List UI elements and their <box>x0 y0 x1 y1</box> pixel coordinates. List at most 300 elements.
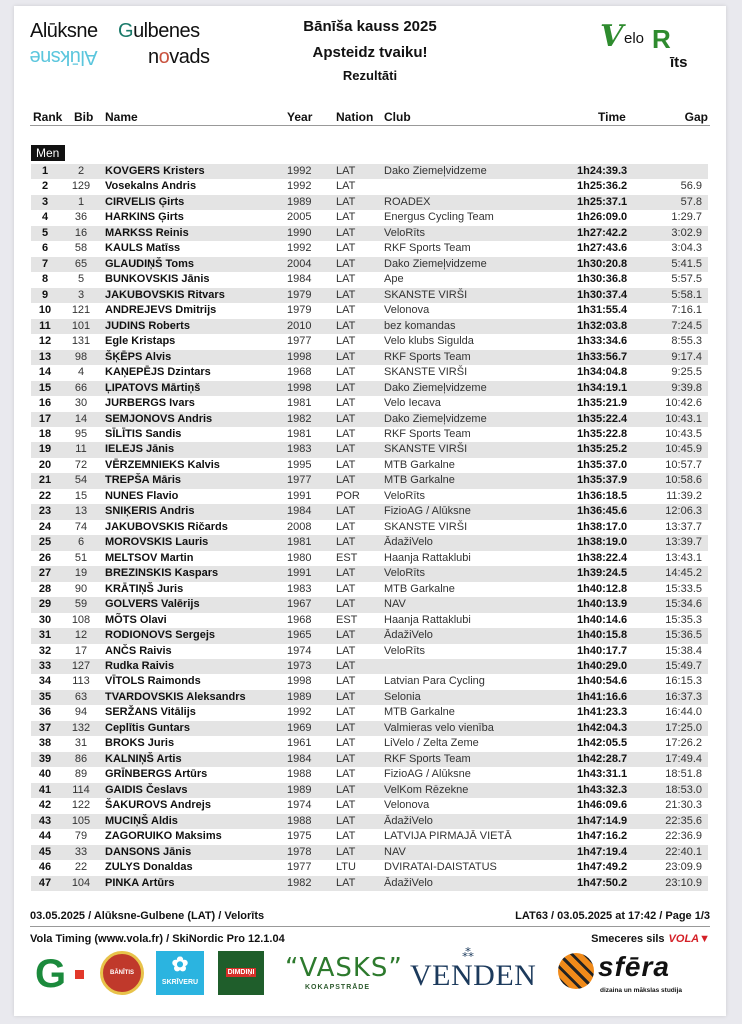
cell-bib: 54 <box>74 474 88 487</box>
cell-rank: 1 <box>41 165 49 177</box>
cell-bib: 17 <box>74 644 88 657</box>
cell-year: 1975 <box>287 830 312 843</box>
cell-year: 1998 <box>287 381 312 394</box>
cell-club: Velonova <box>384 304 430 317</box>
table-row <box>31 458 708 473</box>
cell-bib: 90 <box>74 582 88 595</box>
cell-name: JAKUBOVSKIS Ritvars <box>105 288 225 301</box>
cell-rank: 2 <box>41 180 49 193</box>
cell-nation: LAT <box>336 350 356 363</box>
table-row <box>31 350 708 365</box>
cell-bib: 121 <box>71 304 91 317</box>
cell-gap: 14:45.2 <box>665 567 702 580</box>
cell-gap: 5:41.5 <box>671 257 702 270</box>
cell-year: 1981 <box>287 397 312 410</box>
cell-bib: 51 <box>74 551 88 564</box>
cell-gap: 15:36.5 <box>665 629 702 642</box>
cell-nation: LAT <box>336 737 356 750</box>
cell-bib: 4 <box>77 366 85 379</box>
cell-year: 1982 <box>287 412 312 425</box>
cell-rank: 10 <box>38 304 52 317</box>
cell-club: MTB Garkalne <box>384 458 455 471</box>
cell-year: 1973 <box>287 660 312 672</box>
footer-event-info: 03.05.2025 / Alūksne-Gulbene (LAT) / Velorīts <box>30 910 265 922</box>
cell-nation: LAT <box>336 381 356 394</box>
g-logo-letter: G <box>35 952 67 996</box>
cell-rank: 21 <box>38 474 52 487</box>
cell-year: 1991 <box>287 489 312 502</box>
cell-name: NUNES Flavio <box>105 489 179 502</box>
cell-name: KAŅEPĒJS Dzintars <box>105 366 211 379</box>
cell-nation: LAT <box>336 520 356 533</box>
cell-year: 1995 <box>287 458 312 471</box>
vola-logo: VOLA▼ <box>668 933 710 945</box>
cell-club: Valmieras velo vienība <box>384 721 494 734</box>
cell-rank: 32 <box>38 644 52 657</box>
cell-gap: 57.8 <box>680 195 702 208</box>
cell-nation: LAT <box>336 505 356 518</box>
cell-rank: 8 <box>41 273 49 286</box>
cell-bib: 66 <box>74 381 88 394</box>
cell-name: Vosekalns Andris <box>105 180 197 193</box>
cell-time: 1h27:43.6 <box>577 242 628 255</box>
cell-name: KOVGERS Kristers <box>105 165 205 177</box>
cell-name: CIRVELIS Ģirts <box>105 195 185 208</box>
cell-nation: EST <box>336 551 358 564</box>
cell-gap: 10:45.9 <box>665 443 702 456</box>
cell-name: ŠAKUROVS Andrejs <box>105 799 211 812</box>
fountain-icon: ⁂ <box>462 946 475 960</box>
table-row <box>31 876 708 891</box>
cell-gap: 16:44.0 <box>665 706 702 719</box>
vasks-text: “VASKS” <box>285 953 403 983</box>
cell-name: SNIĶERIS Andris <box>105 505 195 518</box>
cell-time: 1h33:56.7 <box>577 350 628 363</box>
logo-elo: elo <box>624 30 645 47</box>
dimdini-text: DIMDIŅI <box>227 969 255 976</box>
cell-rank: 5 <box>41 226 49 239</box>
title-block <box>240 18 500 83</box>
cell-year: 1968 <box>287 613 312 626</box>
cell-bib: 113 <box>72 675 90 688</box>
cell-gap: 23:10.9 <box>665 876 702 889</box>
cell-gap: 13:43.1 <box>665 551 702 564</box>
col-nation: Nation <box>336 110 374 124</box>
table-row <box>31 535 708 550</box>
cell-year: 1979 <box>287 304 312 317</box>
table-row <box>31 829 708 844</box>
cell-year: 1984 <box>287 505 312 518</box>
cell-nation: LAT <box>336 288 356 301</box>
cell-bib: 14 <box>74 412 88 425</box>
table-row <box>31 226 708 241</box>
cell-bib: 101 <box>71 319 91 332</box>
cell-time: 1h47:19.4 <box>577 845 628 858</box>
cell-club: SKANSTE VIRŠI <box>384 288 468 301</box>
table-row <box>31 721 708 736</box>
cell-nation: LTU <box>336 861 356 874</box>
cell-time: 1h47:50.2 <box>577 876 628 889</box>
cell-nation: LAT <box>336 629 356 642</box>
cell-name: DANSONS Jānis <box>105 845 192 858</box>
cell-name: BUNKOVSKIS Jānis <box>105 273 210 286</box>
cell-rank: 33 <box>38 660 52 672</box>
cell-club: MTB Garkalne <box>384 706 455 719</box>
cell-bib: 131 <box>71 335 91 348</box>
cell-bib: 6 <box>77 536 85 549</box>
cell-gap: 10:58.6 <box>665 474 702 487</box>
cell-nation: LAT <box>336 366 356 379</box>
cell-year: 1992 <box>287 242 312 255</box>
cell-year: 2005 <box>287 211 312 224</box>
cell-name: JAKUBOVSKIS Ričards <box>105 520 228 533</box>
cell-nation: LAT <box>336 690 356 703</box>
cell-time: 1h30:36.8 <box>577 273 628 286</box>
cell-name: VĪTOLS Raimonds <box>105 675 201 688</box>
cell-rank: 30 <box>38 613 52 626</box>
table-row <box>31 427 708 442</box>
cell-time: 1h41:23.3 <box>577 706 628 719</box>
cell-name: IELEJS Jānis <box>105 443 175 456</box>
cell-club: ĀdažiVelo <box>384 814 433 827</box>
cell-club: ĀdažiVelo <box>384 629 433 642</box>
cell-year: 1984 <box>287 273 312 286</box>
cell-club: NAV <box>384 598 406 611</box>
table-row <box>31 257 708 272</box>
cell-bib: 12 <box>74 629 88 642</box>
cell-nation: LAT <box>336 814 356 827</box>
cell-gap: 23:09.9 <box>665 861 702 874</box>
cell-year: 1991 <box>287 567 312 580</box>
cell-time: 1h30:37.4 <box>577 288 628 301</box>
col-club: Club <box>384 110 411 124</box>
cell-nation: LAT <box>336 644 356 657</box>
cell-year: 1992 <box>287 706 312 719</box>
timing-software: Vola Timing (www.vola.fr) / SkiNordic Pro 12.1.04 <box>30 933 285 945</box>
logo-v: V <box>600 19 624 54</box>
cell-time: 1h35:37.0 <box>577 458 628 471</box>
cell-year: 1980 <box>287 551 312 564</box>
cell-rank: 22 <box>38 489 52 502</box>
cell-time: 1h38:17.0 <box>577 520 628 533</box>
cell-rank: 19 <box>38 443 52 456</box>
cell-bib: 86 <box>74 752 88 765</box>
cell-club: RKF Sports Team <box>384 242 471 255</box>
cell-gap: 22:35.6 <box>665 814 702 827</box>
cell-time: 1h25:37.1 <box>577 195 628 208</box>
cell-name: KRĀTIŅŠ Juris <box>105 582 184 595</box>
cell-year: 1979 <box>287 288 312 301</box>
col-year: Year <box>287 110 313 124</box>
cell-year: 1977 <box>287 861 312 874</box>
cell-nation: LAT <box>336 180 356 193</box>
cell-nation: LAT <box>336 783 356 796</box>
cell-year: 1974 <box>287 799 312 812</box>
table-row <box>31 303 708 318</box>
cell-rank: 28 <box>38 582 52 595</box>
cell-name: GAIDIS Česlavs <box>105 783 188 796</box>
cell-nation: LAT <box>336 427 356 440</box>
cell-gap: 17:25.0 <box>665 721 702 734</box>
cell-name: GOLVERS Valērijs <box>105 598 200 611</box>
table-row <box>31 798 708 813</box>
cell-name: Rudka Raivis <box>105 660 175 672</box>
cell-time: 1h43:32.3 <box>577 783 628 796</box>
cell-bib: 74 <box>74 520 88 533</box>
cell-name: Egle Kristaps <box>105 335 176 348</box>
cell-year: 1978 <box>287 845 312 858</box>
cell-nation: LAT <box>336 660 356 672</box>
cell-club: Dako Ziemeļvidzeme <box>384 165 487 177</box>
cell-gap: 13:37.7 <box>665 520 702 533</box>
cell-rank: 11 <box>39 319 51 332</box>
table-row <box>31 705 708 720</box>
cell-club: ROADEX <box>384 195 431 208</box>
cell-nation: LAT <box>336 876 356 889</box>
cell-club: Velonova <box>384 799 430 812</box>
cell-rank: 16 <box>38 397 52 410</box>
cell-name: ZAGORUIKO Maksims <box>105 830 222 843</box>
cell-rank: 14 <box>38 366 52 379</box>
col-name: Name <box>105 110 138 124</box>
cell-year: 1981 <box>287 536 312 549</box>
cell-rank: 13 <box>38 350 52 363</box>
cell-name: ANDREJEVS Dmitrijs <box>105 304 217 317</box>
cell-nation: LAT <box>336 412 356 425</box>
logo-r: R <box>652 24 671 54</box>
cell-time: 1h43:31.1 <box>577 768 628 781</box>
cell-time: 1h42:28.7 <box>577 752 628 765</box>
cell-club: SKANSTE VIRŠI <box>384 443 468 456</box>
results-heading: Rezultāti <box>342 68 398 83</box>
cell-name: BROKS Juris <box>105 737 175 750</box>
cell-rank: 29 <box>38 598 52 611</box>
velorits-logo <box>600 20 700 75</box>
cell-club: SKANSTE VIRŠI <box>384 520 468 533</box>
cell-time: 1h26:09.0 <box>577 211 628 224</box>
col-bib: Bib <box>74 110 94 124</box>
cell-year: 1989 <box>287 783 312 796</box>
sponsor-g-logo <box>35 952 66 996</box>
cell-gap: 15:35.3 <box>665 613 702 626</box>
cell-gap: 56.9 <box>680 180 702 193</box>
cell-club: Energus Cycling Team <box>384 211 494 224</box>
cell-bib: 104 <box>71 876 91 889</box>
cell-club: MTB Garkalne <box>384 474 455 487</box>
cell-bib: 95 <box>74 427 88 440</box>
cell-time: 1h27:42.2 <box>577 226 628 239</box>
cell-time: 1h36:45.6 <box>577 505 628 518</box>
cell-name: MÕTS Olavi <box>105 613 167 626</box>
cell-club: Velo Iecava <box>384 397 441 410</box>
cell-gap: 9:17.4 <box>671 350 702 363</box>
cell-club: Selonia <box>384 690 421 703</box>
cell-name: RODIONOVS Sergejs <box>105 629 216 642</box>
cell-bib: 58 <box>74 242 88 255</box>
cell-time: 1h40:29.0 <box>577 660 628 672</box>
table-row <box>31 334 708 349</box>
cell-rank: 41 <box>38 783 52 796</box>
cell-bib: 89 <box>74 768 88 781</box>
cell-club: NAV <box>384 845 406 858</box>
cell-year: 1998 <box>287 675 312 688</box>
cell-time: 1h35:21.9 <box>577 397 628 410</box>
cell-time: 1h47:14.9 <box>577 814 628 827</box>
cell-gap: 12:06.3 <box>665 505 702 518</box>
cell-rank: 47 <box>38 876 52 889</box>
cell-club: SKANSTE VIRŠI <box>384 366 468 379</box>
cell-rank: 9 <box>41 288 49 301</box>
cell-nation: POR <box>336 489 360 502</box>
venden-text: VENDEN <box>410 959 537 992</box>
cell-year: 1969 <box>287 721 312 734</box>
cell-club: Latvian Para Cycling <box>384 675 485 688</box>
logo-gulbenes-text <box>118 19 200 43</box>
header-divider <box>30 125 710 126</box>
cell-gap: 10:43.1 <box>665 412 702 425</box>
cell-time: 1h39:24.5 <box>577 567 628 580</box>
cell-year: 1981 <box>287 427 312 440</box>
cell-name: KAULS Matīss <box>105 242 181 255</box>
cell-year: 1984 <box>287 752 312 765</box>
cell-time: 1h47:49.2 <box>577 861 628 874</box>
cell-nation: LAT <box>336 830 356 843</box>
cell-time: 1h35:22.4 <box>577 412 628 425</box>
cell-year: 1992 <box>287 180 312 193</box>
cell-name: MARKSS Reinis <box>105 226 189 239</box>
cell-name: JUDINS Roberts <box>105 319 190 332</box>
cell-rank: 36 <box>38 706 52 719</box>
cell-time: 1h32:03.8 <box>577 319 628 332</box>
cell-club: ĀdažiVelo <box>384 876 433 889</box>
table-row <box>31 489 708 504</box>
cell-bib: 3 <box>77 288 85 301</box>
cell-gap: 11:39.2 <box>666 489 702 502</box>
cell-time: 1h35:37.9 <box>577 474 628 487</box>
cell-gap: 15:38.4 <box>665 644 702 657</box>
cell-bib: 63 <box>74 690 88 703</box>
cell-name: ANČS Raivis <box>105 644 172 657</box>
cell-bib: 114 <box>72 783 90 796</box>
cell-name: SERŽANS Vitālijs <box>105 706 196 719</box>
cell-club: Haanja Rattaklubi <box>384 613 471 626</box>
cell-gap: 8:55.3 <box>671 335 702 348</box>
results-table <box>31 164 708 891</box>
cell-gap: 22:40.1 <box>665 845 702 858</box>
cell-time: 1h38:22.4 <box>577 551 628 564</box>
sponsor-dimdini-logo <box>218 951 264 995</box>
cell-name: MOROVSKIS Lauris <box>105 536 209 549</box>
cell-rank: 44 <box>38 830 52 843</box>
cell-nation: LAT <box>336 582 356 595</box>
cell-club: Velo klubs Sigulda <box>384 335 474 348</box>
cell-name: ZULYS Donaldas <box>105 861 193 874</box>
cell-time: 1h42:05.5 <box>577 737 628 750</box>
cell-bib: 65 <box>74 257 88 270</box>
col-rank: Rank <box>33 110 63 124</box>
cell-nation: LAT <box>336 242 356 255</box>
cell-club: bez komandas <box>384 319 456 332</box>
cell-time: 1h35:25.2 <box>577 443 628 456</box>
logo-aluksne-mirror: Alūksne <box>30 46 98 68</box>
cell-year: 1989 <box>287 690 312 703</box>
cell-rank: 17 <box>38 412 52 425</box>
table-row <box>31 442 708 457</box>
cell-name: JURBERGS Ivars <box>105 397 195 410</box>
cell-rank: 43 <box>38 814 52 827</box>
cell-bib: 132 <box>71 721 91 734</box>
cell-time: 1h33:34.6 <box>577 335 628 348</box>
cell-nation: LAT <box>336 721 356 734</box>
cell-gap: 15:33.5 <box>665 582 702 595</box>
logo-g-letter: G <box>118 20 134 42</box>
cell-gap: 9:39.8 <box>671 381 702 394</box>
table-row <box>31 736 708 751</box>
table-row <box>31 644 708 659</box>
cell-bib: 5 <box>77 273 85 286</box>
cell-gap: 10:42.6 <box>665 397 702 410</box>
table-row <box>31 272 708 287</box>
cell-bib: 13 <box>74 505 88 518</box>
venue-name: Smeceres sils <box>591 933 665 945</box>
cell-time: 1h35:22.8 <box>577 427 628 440</box>
cell-name: MUCIŅŠ Aldis <box>105 814 178 827</box>
cell-bib: 33 <box>74 845 88 858</box>
cell-nation: LAT <box>336 195 356 208</box>
logo-o: o <box>158 46 170 68</box>
cell-year: 1982 <box>287 876 312 889</box>
table-row <box>31 504 708 519</box>
table-row <box>31 597 708 612</box>
cell-bib: 105 <box>71 814 91 827</box>
vasks-sub-text: KOKAPSTRĀDE <box>304 984 371 991</box>
cell-nation: LAT <box>336 335 356 348</box>
cell-rank: 38 <box>38 737 52 750</box>
sponsor-skriveru-logo <box>156 951 204 995</box>
cell-rank: 12 <box>38 335 52 348</box>
cell-year: 1988 <box>287 814 312 827</box>
cell-bib: 122 <box>71 799 91 812</box>
cell-gap: 15:34.6 <box>665 598 702 611</box>
cell-rank: 4 <box>41 211 49 224</box>
cell-rank: 15 <box>38 381 52 394</box>
cell-rank: 40 <box>38 768 52 781</box>
cell-nation: LAT <box>336 304 356 317</box>
cell-year: 1983 <box>287 443 312 456</box>
cell-time: 1h41:16.6 <box>577 690 628 703</box>
cell-year: 2004 <box>287 257 312 270</box>
cell-name: GRĪNBERGS Artūrs <box>105 768 208 781</box>
table-row <box>31 520 708 535</box>
cell-gap: 7:16.1 <box>671 304 702 317</box>
table-row <box>31 566 708 581</box>
cell-club: Haanja Rattaklubi <box>384 551 471 564</box>
cell-club: DVIRATAI-DAISTATUS <box>384 861 497 874</box>
cell-bib: 127 <box>71 660 91 672</box>
cell-name: TVARDOVSKIS Aleksandrs <box>105 690 246 703</box>
cell-nation: LAT <box>336 474 356 487</box>
footer-divider <box>30 926 710 927</box>
skriveru-text: SKRĪVERU <box>161 979 199 986</box>
cell-name: HARKINS Ģirts <box>105 211 184 224</box>
table-row <box>31 473 708 488</box>
table-row <box>31 396 708 411</box>
cell-club: FizioAG / Alūksne <box>384 505 471 518</box>
sfera-sub-text: dizaina un mākslas studija <box>600 987 682 994</box>
cell-time: 1h24:39.3 <box>577 165 628 177</box>
cell-time: 1h40:13.9 <box>577 598 628 611</box>
cell-rank: 20 <box>38 458 52 471</box>
